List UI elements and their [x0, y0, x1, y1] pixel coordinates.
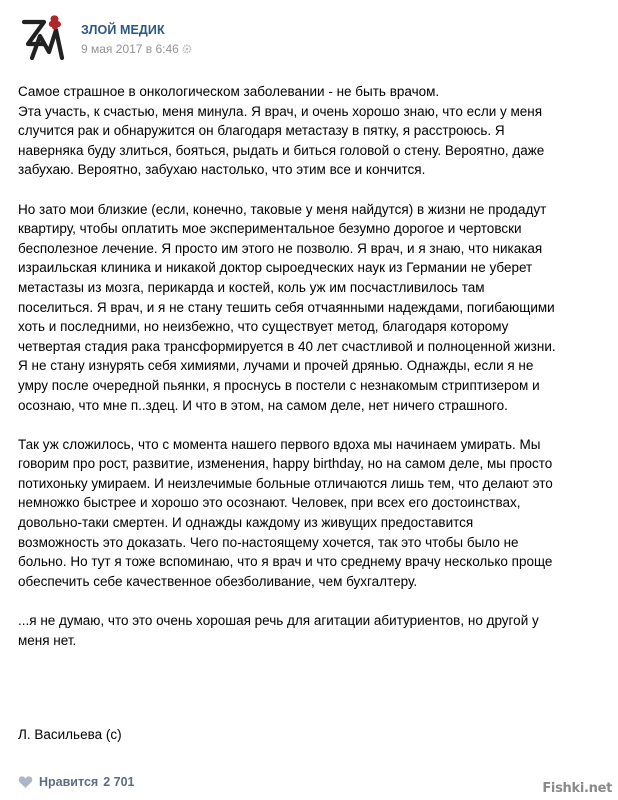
- text-line: Я не стану изнурять себя химиями, лучами и прочей дрянью. Однажды, если я не: [18, 358, 534, 374]
- text-line: довольно-таки смертен. И однажды каждому из живущих предоставится: [18, 515, 474, 531]
- text-line: обеспечить себе качественное обезболивание, чем бухгалтеру.: [18, 573, 418, 589]
- text-line: осознаю, что мне п..здец. И что в этом, на самом деле, нет ничего страшного.: [18, 397, 508, 413]
- text-line: наверняка буду злиться, бояться, рыдать и биться головой о стену. Вероятно, даже: [18, 142, 545, 158]
- text-line: израильская клиника и никакой доктор сыроедческих наук из Германии не уберет: [18, 260, 533, 276]
- post-paragraph: [18, 82, 608, 180]
- post-footer: [18, 772, 134, 792]
- like-count: 2 701: [103, 775, 135, 789]
- watermark: Fishki.net: [542, 781, 612, 796]
- text-line: потихоньку умираем. И неизлечимые больные отличаются лишь тем, что делают это: [18, 475, 553, 491]
- text-line: забухаю. Вероятно, забухаю настолько, что этим все и кончится.: [18, 162, 426, 178]
- post-signature: Л. Васильева (с): [18, 727, 122, 742]
- text-line: бесполезное лечение. Я просто им этого не позволю. Я врач, и я знаю, что никакая: [18, 240, 543, 256]
- text-line: метастазы из мозга, перикарда и костей, коль уж им посчастливилось там: [18, 279, 485, 295]
- post-date-text[interactable]: 9 мая 2017 в 6:46: [81, 42, 179, 56]
- post-text: [18, 82, 608, 670]
- text-line: Но зато мои близкие (если, конечно, таковые у меня найдутся) в жизни не продадут: [18, 201, 547, 217]
- text-line: меня нет.: [18, 632, 77, 648]
- like-label: Нравится: [39, 775, 99, 789]
- text-line: хоть и последними, но неизбежно, что существует метод, благодаря которому: [18, 319, 509, 335]
- text-line: Так уж сложилось, что с момента нашего первого вдоха мы начинаем умирать. Мы: [18, 436, 541, 452]
- like-button[interactable]: [18, 775, 134, 789]
- text-line: Самое страшное в онкологическом заболевании - не быть врачом.: [18, 84, 440, 99]
- post-paragraph: [18, 435, 608, 592]
- zm-logo-icon: [24, 15, 62, 58]
- text-line: умру после очередной пьянки, я проснусь в постели с незнакомым стриптизером и: [18, 377, 540, 393]
- text-line: квартиру, чтобы оплатить мое экспериментальное безумно дорогое и чертовски: [18, 221, 522, 237]
- text-line: говорим про рост, развитие, изменения, happy birthday, но на самом деле, мы просто: [18, 456, 553, 472]
- gear-icon: [182, 44, 192, 54]
- text-line: поселиться. Я врач, и я не стану тешить себя отчаянными надеждами, погибающими: [18, 299, 555, 315]
- text-line: случится рак и обнаружится он благодаря метастазу в пятку, я расстроюсь. Я: [18, 123, 505, 139]
- author-name[interactable]: ЗЛОЙ МЕДИК: [81, 23, 165, 37]
- text-line: немножко быстрее и хорошо это осознают. Человек, при всех его достоинствах,: [18, 495, 521, 511]
- text-line: Эта участь, к счастью, меня минула. Я врач, и очень хорошо знаю, что если у меня: [18, 103, 543, 119]
- avatar[interactable]: [18, 14, 68, 60]
- text-line: ...я не думаю, что это очень хорошая речь для агитации абитуриентов, но другой у: [18, 613, 539, 629]
- text-line: больно. Но тут я тоже вспоминаю, что я врач и что среднему врачу несколько проще: [18, 554, 553, 570]
- post-paragraph: [18, 200, 608, 416]
- post-date[interactable]: [81, 42, 192, 56]
- text-line: четвертая стадия рака трансформируется в 40 лет счастливой и полноценной жизни.: [18, 338, 556, 354]
- text-line: возможность это доказать. Чего по-настоящему хочется, так это чтобы было не: [18, 534, 519, 550]
- heart-icon: [18, 775, 33, 789]
- post-paragraph: [18, 611, 608, 650]
